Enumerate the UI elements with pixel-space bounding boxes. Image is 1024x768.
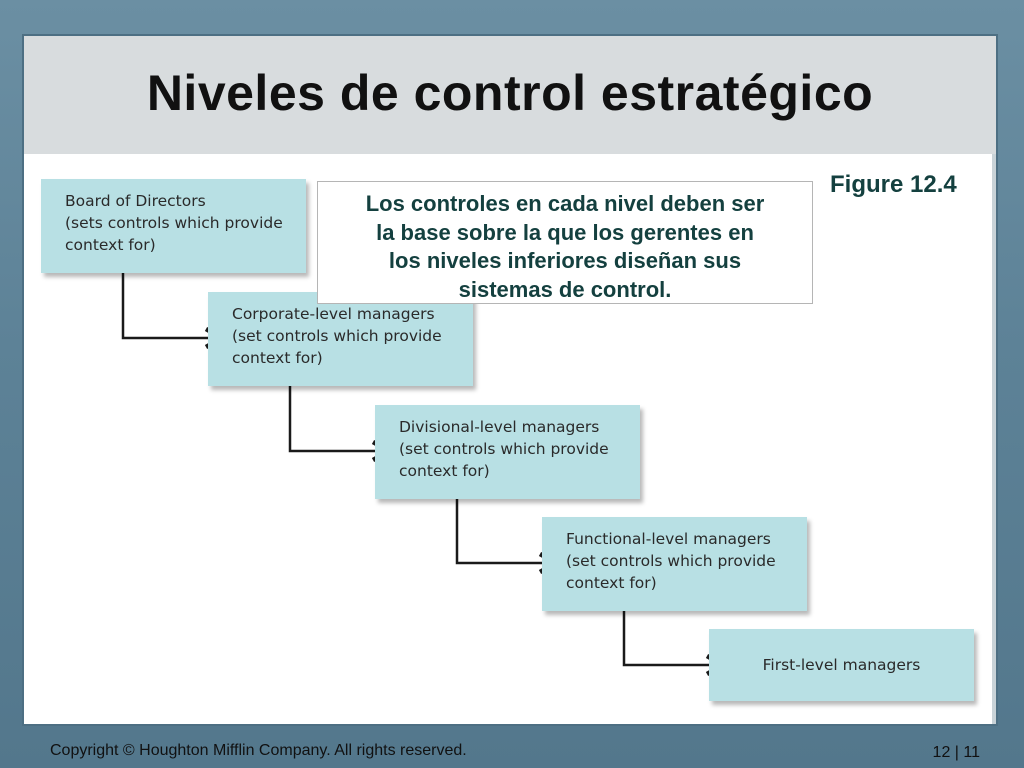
footer [50,738,980,764]
level-box-line: (sets controls which provide [65,214,283,232]
level-box-line: Board of Directors [65,192,206,210]
callout-line: Los controles en cada nivel deben ser [365,191,765,216]
level-box-line: (set controls which provide [232,327,442,345]
level-box-line: context for) [566,574,657,592]
level-box-line: Corporate-level managers [232,305,435,323]
level-box-board-of-directors [41,179,306,273]
figure-label: Figure 12.4 [830,171,957,198]
callout-note [317,181,813,304]
level-box-divisional-managers [375,405,640,499]
level-box-line: Divisional-level managers [399,418,600,436]
page-number: 12 | 11 [932,744,980,761]
callout-line: los niveles inferiores diseñan sus [388,248,742,273]
level-box-line: Functional-level managers [566,530,771,548]
level-box-line: (set controls which provide [399,440,609,458]
title-band [24,36,996,154]
level-box-functional-managers [542,517,807,611]
level-box-line: (set controls which provide [566,552,776,570]
copyright-text: Copyright © Houghton Mifflin Company. All rights reserved. [50,742,467,759]
level-box-first-level-managers [709,629,974,701]
level-box-line: context for) [399,462,490,480]
callout-line: la base sobre la que los gerentes en [376,219,754,245]
level-box-line: context for) [65,236,156,254]
slide-frame [22,34,998,726]
diagram-area [24,154,996,724]
slide-title: Niveles de control estratégico [146,65,874,121]
level-box-corporate-managers [208,292,473,386]
callout-line: sistemas de control. [458,276,672,302]
level-box-line: context for) [232,349,323,367]
level-box-line: First-level managers [762,656,921,674]
